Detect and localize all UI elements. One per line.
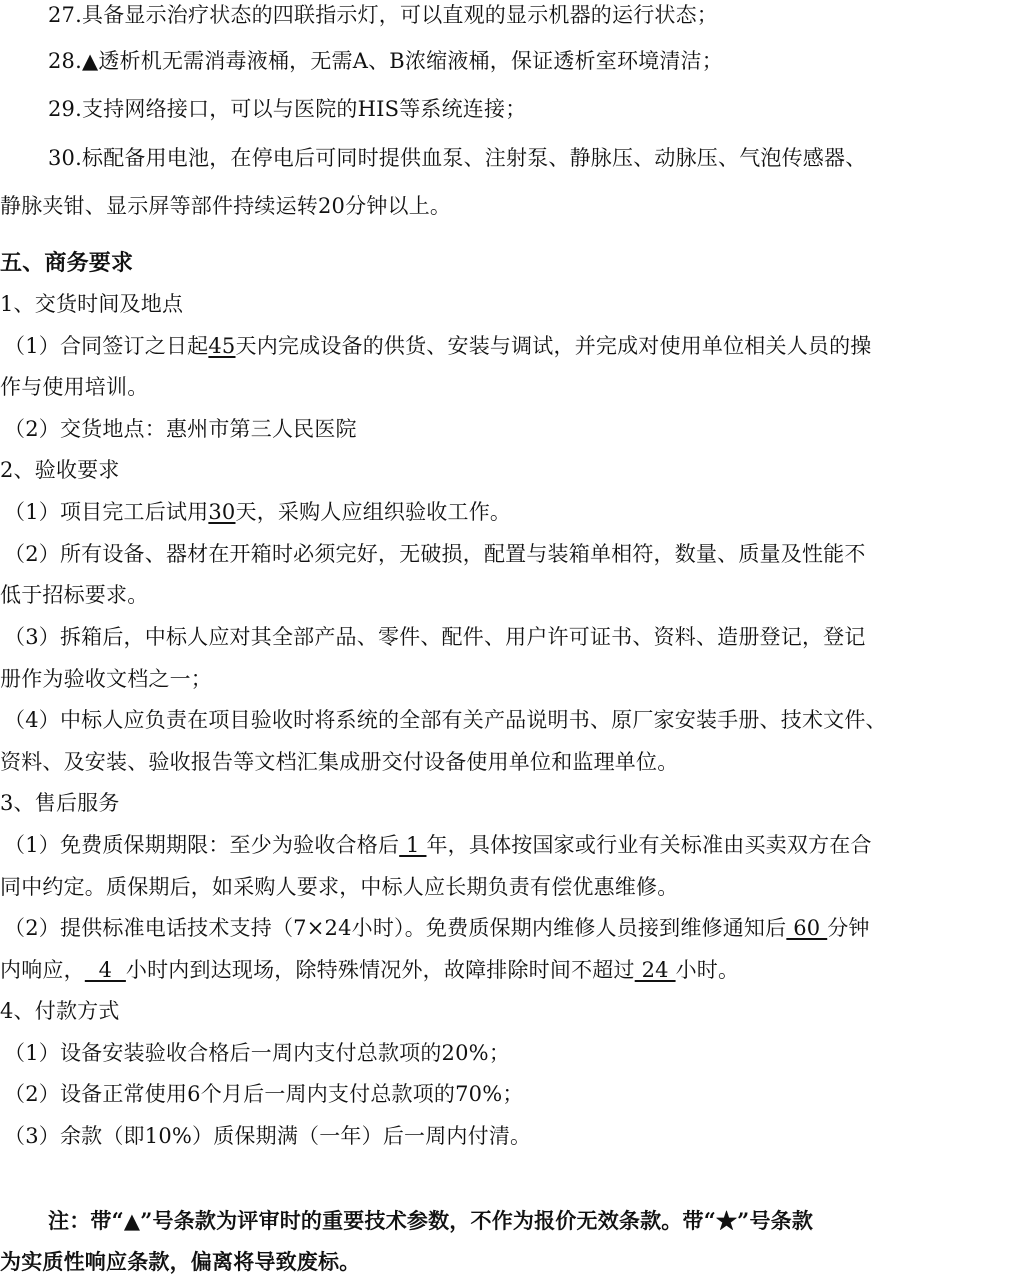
service-item-2-line-2-mid: 小时内到达现场，除特殊情况外，故障排除时间不超过 — [125, 958, 635, 982]
item-30-line-2: 静脉夹钳、显示屏等部件持续运转20分钟以上。 — [0, 194, 452, 218]
service-item-1-line-2: 同中约定。质保期后，如采购人要求，中标人应长期负责有偿优惠维修。 — [0, 875, 679, 899]
delivery-item-1-line-2: 作与使用培训。 — [0, 375, 149, 399]
service-item-2-post: 分钟 — [827, 916, 870, 940]
warranty-years-value: 1 — [399, 833, 427, 857]
service-item-1-pre: （1）免费质保期期限：至少为验收合格后 — [4, 833, 400, 857]
service-item-1-post: 年，具体按国家或行业有关标准由买卖双方在合 — [426, 833, 872, 857]
service-item-2-line-2-pre: 内响应， — [0, 958, 85, 982]
acceptance-item-3-line-1: （3）拆箱后，中标人应对其全部产品、零件、配件、用户许可证书、资料、造册登记，登记 — [4, 625, 866, 649]
note-line-1: 注：带“▲”号条款为评审时的重要技术参数，不作为报价无效条款。带“★”号条款 — [48, 1208, 814, 1233]
item-27: 27.具备显示治疗状态的四联指示灯，可以直观的显示机器的运行状态； — [48, 3, 718, 27]
trial-days-value: 30 — [208, 500, 236, 524]
service-item-2-line-2 — [0, 955, 1017, 985]
arrival-hours-value: 4 — [84, 958, 126, 982]
repair-hours-value: 24 — [634, 958, 676, 982]
payment-item-2: （2）设备正常使用6个月后一周内支付总款项的70%； — [4, 1082, 524, 1106]
payment-heading: 4、付款方式 — [0, 999, 120, 1023]
service-item-1 — [4, 830, 1017, 860]
item-30-line-1: 30.标配备用电池，在停电后可同时提供血泵、注射泵、静脉压、动脉压、气泡传感器、 — [48, 146, 867, 170]
service-item-2-line-2-post: 小时。 — [675, 958, 740, 982]
note-line-2: 为实质性响应条款，偏离将导致废标。 — [0, 1249, 361, 1274]
response-minutes-value: 60 — [786, 916, 828, 940]
delivery-heading: 1、交货时间及地点 — [0, 292, 184, 316]
acceptance-item-4-line-2: 资料、及安装、验收报告等文档汇集成册交付设备使用单位和监理单位。 — [0, 750, 679, 774]
delivery-item-1-pre: （1）合同签订之日起 — [4, 334, 209, 358]
acceptance-item-2-line-2: 低于招标要求。 — [0, 583, 149, 607]
acceptance-heading: 2、验收要求 — [0, 458, 120, 482]
delivery-item-1-post: 天内完成设备的供货、安装与调试，并完成对使用单位相关人员的操 — [235, 334, 872, 358]
acceptance-item-1-post: 天，采购人应组织验收工作。 — [235, 500, 512, 524]
acceptance-item-3-line-2: 册作为验收文档之一； — [0, 667, 212, 691]
payment-item-3: （3）余款（即10%）质保期满（一年）后一周内付清。 — [4, 1124, 532, 1148]
section-title: 五、商务要求 — [0, 250, 134, 276]
service-item-2-pre: （2）提供标准电话技术支持（7×24小时）。免费质保期内维修人员接到维修通知后 — [4, 916, 787, 940]
acceptance-item-2-line-1: （2）所有设备、器材在开箱时必须完好，无破损，配置与装箱单相符，数量、质量及性能不 — [4, 542, 866, 566]
service-item-2 — [4, 913, 1017, 943]
acceptance-item-4-line-1: （4）中标人应负责在项目验收时将系统的全部有关产品说明书、原厂家安装手册、技术文件、 — [4, 708, 887, 732]
acceptance-item-1-pre: （1）项目完工后试用 — [4, 500, 209, 524]
item-29: 29.支持网络接口，可以与医院的HIS等系统连接； — [48, 97, 527, 121]
delivery-item-2: （2）交货地点：惠州市第三人民医院 — [4, 417, 357, 441]
acceptance-item-1 — [4, 497, 1017, 527]
service-heading: 3、售后服务 — [0, 791, 120, 815]
delivery-item-1 — [4, 331, 1017, 361]
payment-item-1: （1）设备安装验收合格后一周内支付总款项的20%； — [4, 1041, 511, 1065]
item-28: 28.▲透析机无需消毒液桶，无需A、B浓缩液桶，保证透析室环境清洁； — [48, 49, 723, 73]
delivery-days-value: 45 — [208, 334, 236, 358]
